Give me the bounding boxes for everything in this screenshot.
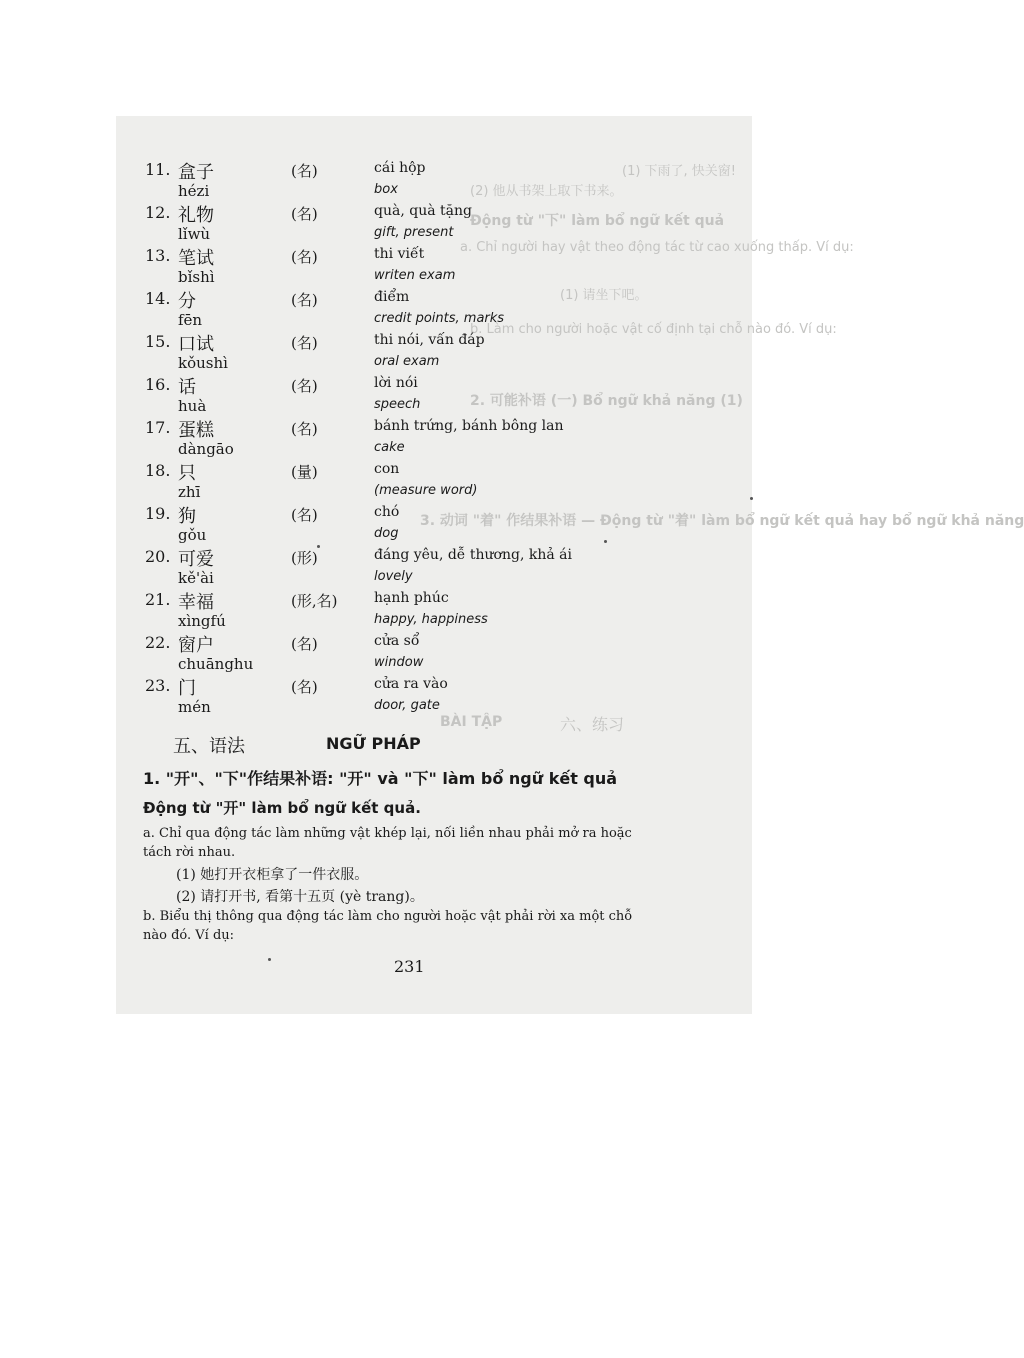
vocab-row (0, 160, 960, 203)
vocab-part-of-speech: (名) (291, 291, 318, 309)
vocab-part-of-speech: (名) (291, 377, 318, 395)
bleed-text: (2) 他从书架上取下书来。 (470, 184, 623, 199)
vocab-vietnamese: hạnh phúc (374, 590, 449, 606)
vocab-hanzi: 门 (178, 678, 196, 699)
vocab-hanzi: 窗户 (178, 635, 214, 656)
paragraph-b-line2: nào đó. Ví dụ: (143, 928, 235, 943)
vocab-part-of-speech: (形) (291, 549, 318, 567)
vocab-part-of-speech: (名) (291, 678, 318, 696)
bleed-text: 六、练习 (560, 715, 625, 734)
bleed-text: a. Chỉ người hay vật theo động tác từ cao xuống thấp. Ví dụ: (460, 240, 854, 255)
paragraph-b-line1: b. Biểu thị thông qua động tác làm cho người hoặc vật phải rời xa một chỗ (143, 909, 633, 924)
vocab-number: 14. (145, 289, 171, 308)
vocab-row (0, 375, 960, 418)
vocab-vietnamese: cửa sổ (374, 633, 420, 649)
bleed-text: (1) 请坐下吧。 (560, 288, 648, 303)
bleed-text: 3. 动词 "着" 作结果补语 — Động từ "着" làm bổ ngữ kết quả hay bổ ngữ khả năng (420, 513, 1024, 529)
vocab-row (0, 547, 960, 590)
vocab-number: 20. (145, 547, 171, 566)
vocab-part-of-speech: (名) (291, 248, 318, 266)
example-sentence: (2) 请打开书, 看第十五页 (yè trang)。 (176, 889, 424, 905)
vocab-vietnamese: quà, quà tặng (374, 203, 472, 219)
vocab-hanzi: 笔试 (178, 248, 214, 269)
vocab-vietnamese: cái hộp (374, 160, 426, 176)
vocab-row (0, 590, 960, 633)
vocab-row (0, 203, 960, 246)
scan-speck (604, 540, 607, 543)
bleed-text: b. Làm cho người hoặc vật cố định tại chỗ nào đó. Ví dụ: (470, 322, 837, 337)
vocab-part-of-speech: (名) (291, 506, 318, 524)
vocab-english: writen exam (374, 268, 456, 283)
vocab-part-of-speech: (名) (291, 205, 318, 223)
vocab-number: 17. (145, 418, 171, 437)
vocab-pinyin: lǐwù (178, 225, 211, 243)
vocab-vietnamese: bánh trứng, bánh bông lan (374, 418, 564, 434)
vocab-number: 13. (145, 246, 171, 265)
vocab-english: dog (374, 526, 399, 541)
vocab-vietnamese: thi nói, vấn đáp (374, 332, 485, 348)
example-sentence: (1) 她打开衣柜拿了一件衣服。 (176, 867, 369, 883)
vocab-hanzi: 礼物 (178, 205, 214, 226)
page-number: 231 (394, 957, 425, 976)
grammar-subheading: Động từ "开" làm bổ ngữ kết quả. (143, 799, 421, 817)
vocab-part-of-speech: (名) (291, 420, 318, 438)
vocab-pinyin: chuānghu (178, 655, 254, 673)
vocab-hanzi: 幸福 (178, 592, 214, 613)
vocab-part-of-speech: (名) (291, 635, 318, 653)
vocab-english: cake (374, 440, 405, 455)
vocab-hanzi: 话 (178, 377, 196, 398)
vocab-vietnamese: cửa ra vào (374, 676, 448, 692)
vocab-row (0, 246, 960, 289)
section-heading-vietnamese: NGỮ PHÁP (326, 734, 421, 753)
vocab-hanzi: 盒子 (178, 162, 214, 183)
vocab-vietnamese: điểm (374, 289, 410, 305)
vocab-row (0, 633, 960, 676)
vocab-vietnamese: đáng yêu, dễ thương, khả ái (374, 547, 572, 563)
bleed-text: (1) 下雨了, 快关窗! (622, 164, 737, 179)
vocab-vietnamese: lời nói (374, 375, 418, 391)
vocab-row (0, 418, 960, 461)
vocab-english: speech (374, 397, 421, 412)
vocab-pinyin: hézi (178, 182, 210, 200)
vocab-hanzi: 口试 (178, 334, 214, 355)
paragraph-a-line2: tách rời nhau. (143, 845, 236, 860)
vocab-pinyin: zhī (178, 483, 201, 501)
vocab-part-of-speech: (形,名) (291, 592, 338, 610)
vocab-number: 19. (145, 504, 171, 523)
bleed-text: 2. 可能补语 (一) Bổ ngữ khả năng (1) (470, 393, 743, 409)
paragraph-a-line1: a. Chỉ qua động tác làm những vật khép lại, nối liền nhau phải mở ra hoặc (143, 826, 632, 841)
vocab-row (0, 676, 960, 719)
vocab-number: 22. (145, 633, 171, 652)
vocab-part-of-speech: (名) (291, 334, 318, 352)
vocab-hanzi: 狗 (178, 506, 196, 527)
vocab-number: 16. (145, 375, 171, 394)
vocab-pinyin: huà (178, 397, 207, 415)
vocab-row (0, 504, 960, 547)
vocab-pinyin: kǒushì (178, 354, 228, 372)
vocab-english: box (374, 182, 398, 197)
vocab-pinyin: gǒu (178, 526, 207, 544)
vocab-hanzi: 可爱 (178, 549, 214, 570)
vocab-row (0, 461, 960, 504)
section-heading-chinese: 五、语法 (173, 736, 245, 757)
vocab-row (0, 289, 960, 332)
grammar-point-title: 1. "开"、"下"作结果补语: "开" và "下" làm bổ ngữ kết quả (143, 769, 618, 788)
vocab-part-of-speech: (名) (291, 162, 318, 180)
vocab-hanzi: 蛋糕 (178, 420, 214, 441)
vocab-pinyin: bǐshì (178, 268, 215, 286)
vocab-pinyin: xìngfú (178, 612, 226, 630)
vocab-pinyin: fēn (178, 311, 203, 329)
bleed-text: BÀI TẬP (440, 714, 503, 730)
vocab-row (0, 332, 960, 375)
vocab-english: lovely (374, 569, 413, 584)
vocab-number: 21. (145, 590, 171, 609)
vocab-number: 11. (145, 160, 171, 179)
vocab-vietnamese: thi viết (374, 246, 425, 262)
scan-speck (268, 958, 271, 961)
vocab-english: door, gate (374, 698, 440, 713)
vocab-number: 18. (145, 461, 171, 480)
vocab-english: credit points, marks (374, 311, 505, 326)
bleed-text: Động từ "下" làm bổ ngữ kết quả (470, 213, 725, 229)
vocab-number: 15. (145, 332, 171, 351)
vocab-vietnamese: con (374, 461, 400, 477)
vocab-english: gift, present (374, 225, 454, 240)
vocab-number: 12. (145, 203, 171, 222)
vocab-pinyin: kě'ài (178, 569, 214, 587)
scan-speck (750, 497, 753, 500)
vocab-hanzi: 分 (178, 291, 196, 312)
vocab-hanzi: 只 (178, 463, 196, 484)
vocab-english: (measure word) (374, 483, 478, 498)
vocab-part-of-speech: (量) (291, 463, 318, 481)
vocab-number: 23. (145, 676, 171, 695)
vocab-english: oral exam (374, 354, 440, 369)
vocab-pinyin: mén (178, 698, 211, 716)
vocab-vietnamese: chó (374, 504, 400, 520)
vocab-pinyin: dàngāo (178, 440, 234, 458)
scan-speck (317, 545, 320, 548)
vocab-english: window (374, 655, 424, 670)
vocab-english: happy, happiness (374, 612, 488, 627)
